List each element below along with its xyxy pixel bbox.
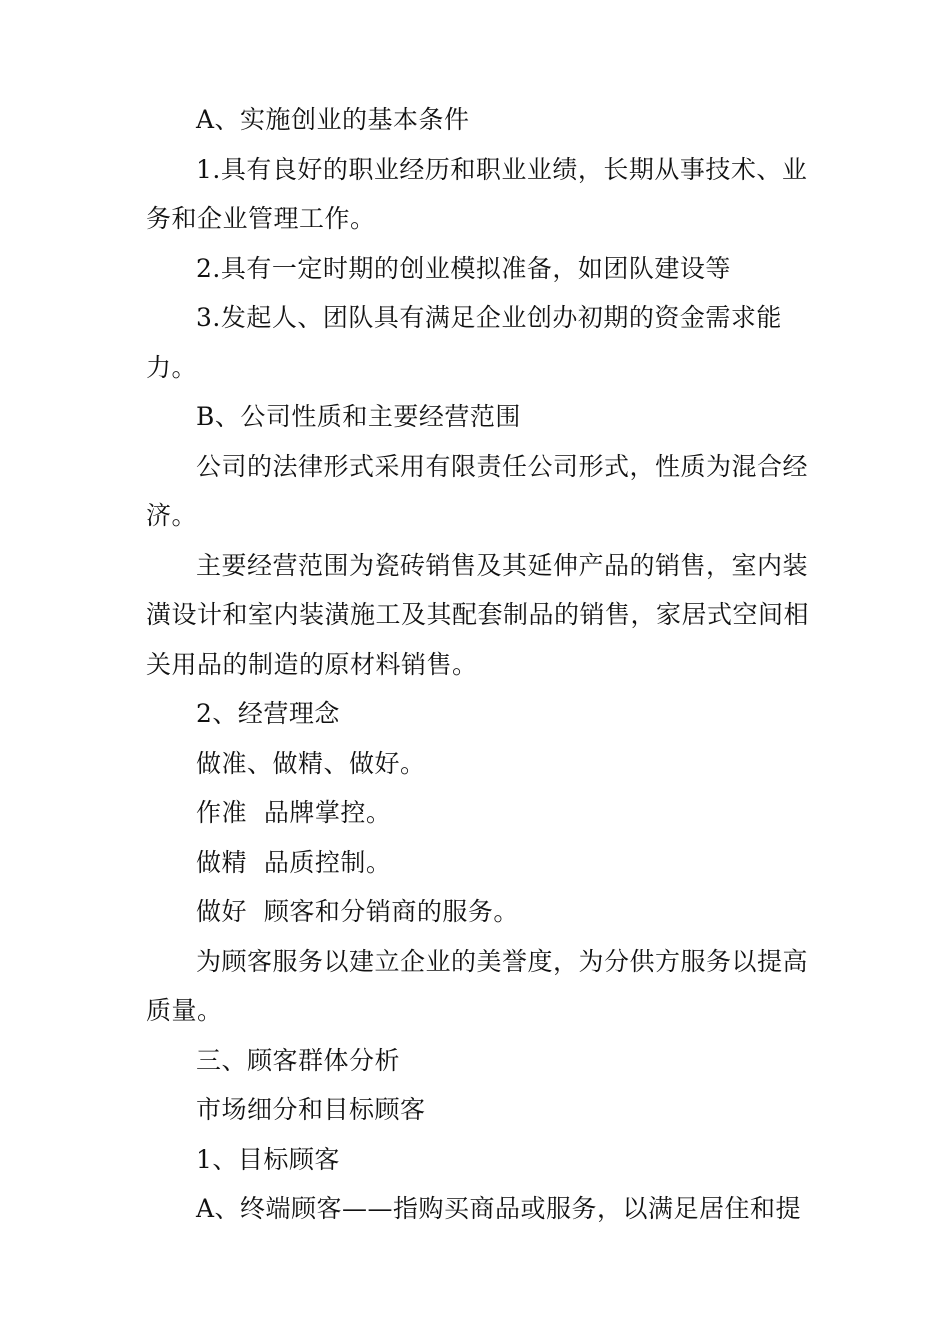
paragraph: 做好 顾客和分销商的服务。 — [196, 897, 519, 926]
section-heading: A、实施创业的基本条件 — [196, 105, 470, 134]
paragraph: 做准、做精、做好。 — [196, 748, 426, 778]
section-heading: 2、经营理念 — [196, 699, 340, 728]
paragraph: 3.发起人、团队具有满足企业创办初期的资金需求能力。 — [146, 303, 782, 382]
paragraph: A、终端顾客——指购买商品或服务，以满足居住和提 — [196, 1194, 802, 1223]
paragraph: 1.具有良好的职业经历和职业业绩，长期从事技术、业务和企业管理工作。 — [146, 154, 808, 233]
document-body — [146, 95, 818, 1234]
paragraph: 为顾客服务以建立企业的美誉度，为分供方服务以提高质量。 — [146, 946, 809, 1025]
section-heading: B、公司性质和主要经营范围 — [196, 402, 521, 431]
paragraph: 公司的法律形式采用有限责任公司形式，性质为混合经济。 — [146, 451, 809, 530]
paragraph: 主要经营范围为瓷砖销售及其延伸产品的销售，室内装潢设计和室内装潢施工及其配套制品的销售，家居式空间相关用品的制造的原材料销售。 — [146, 550, 810, 679]
subsection-heading: 1、目标顾客 — [196, 1144, 340, 1174]
section-heading: 三、顾客群体分析 — [196, 1045, 401, 1075]
paragraph: 作准 品牌掌控。 — [196, 798, 392, 827]
subsection-heading: 市场细分和目标顾客 — [196, 1095, 426, 1124]
paragraph: 做精 品质控制。 — [196, 847, 392, 877]
paragraph: 2.具有一定时期的创业模拟准备，如团队建设等 — [196, 253, 731, 283]
